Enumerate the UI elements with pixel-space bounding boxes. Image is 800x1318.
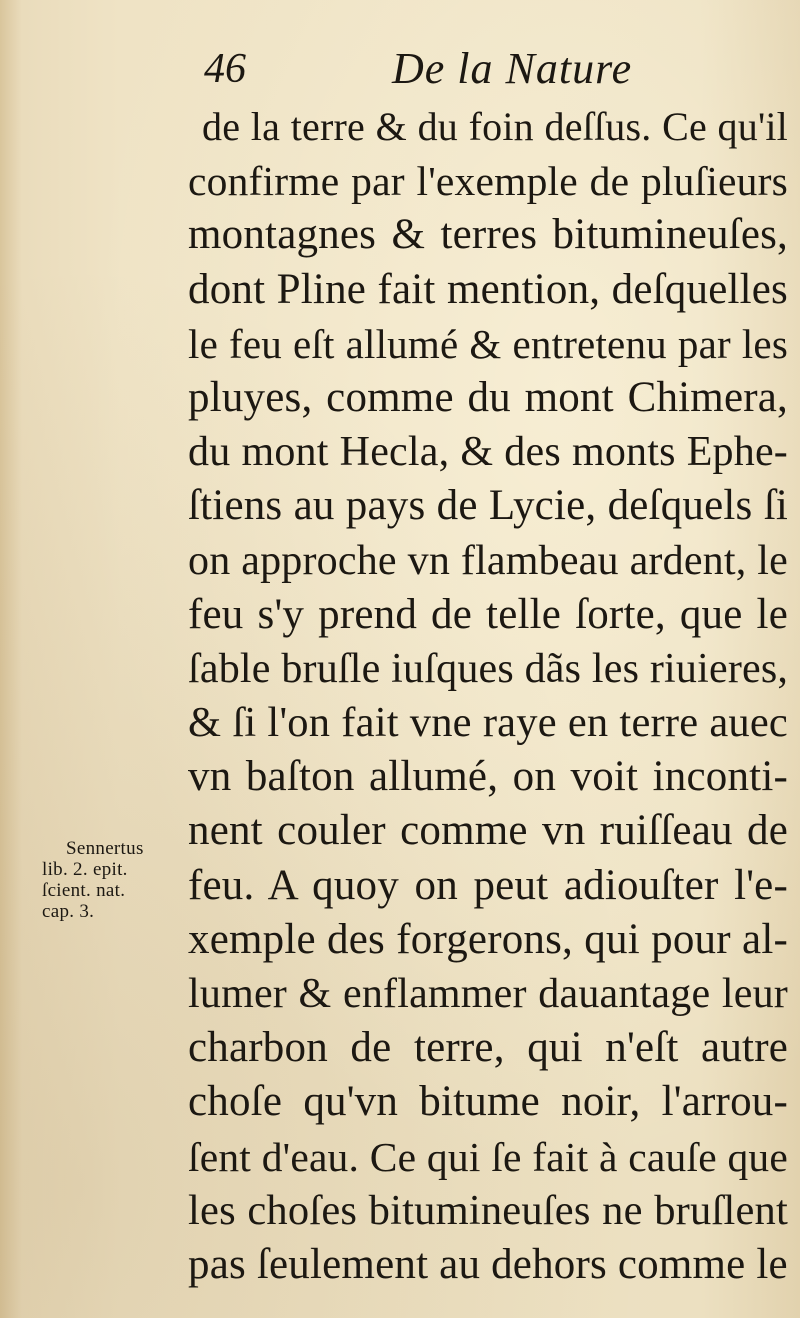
text-line: dont Pline fait mention, deſquelles bbox=[188, 265, 788, 313]
text-line: xemple des forgerons, qui pour al- bbox=[188, 915, 788, 963]
margin-note-line: lib. 2. epit. bbox=[42, 859, 128, 880]
text-line: vn baſton allumé, on voit inconti- bbox=[188, 753, 788, 801]
text-line: choſe qu'vn bitume noir, l'arrou- bbox=[188, 1078, 788, 1126]
text-line: ſtiens au pays de Lycie, deſquels ſi bbox=[188, 482, 788, 530]
text-line: on approche vn flambeau ardent, le bbox=[188, 537, 788, 584]
text-line: feu s'y prend de telle ſorte, que le bbox=[188, 590, 788, 638]
page-number: 46 bbox=[204, 46, 246, 92]
text-line: lumer & enflammer dauantage leur bbox=[188, 971, 788, 1017]
text-line: ſable bruſle iuſques dãs les riuieres, bbox=[188, 645, 789, 692]
text-line: nent couler comme vn ruiſſeau de bbox=[188, 807, 788, 855]
text-line: confirme par l'exemple de pluſieurs bbox=[188, 158, 788, 205]
text-line: du mont Hecla, & des monts Ephe- bbox=[188, 429, 788, 476]
text-line: & ſi l'on fait vne raye en terre auec bbox=[188, 699, 788, 747]
margin-note-line: Sennertus bbox=[66, 838, 144, 859]
text-line: pluyes, comme du mont Chimera, bbox=[188, 373, 788, 421]
running-head bbox=[0, 44, 800, 94]
text-line: charbon de terre, qui n'eſt autre bbox=[188, 1024, 788, 1072]
text-line: feu. A quoy on peut adiouſter l'e- bbox=[188, 861, 788, 909]
running-title: De la Nature bbox=[392, 44, 633, 93]
text-line: montagnes & terres bitumineuſes, bbox=[188, 211, 788, 259]
text-line: de la terre & du foin deſſus. Ce qu'il bbox=[202, 104, 788, 149]
text-line: le feu eſt allumé & entretenu par les bbox=[188, 320, 788, 367]
marginal-citation bbox=[40, 838, 180, 922]
main-text-block bbox=[188, 100, 788, 1292]
text-line: les choſes bitumineuſes ne bruſlent bbox=[188, 1186, 788, 1234]
text-line: pas ſeulement au dehors comme le bbox=[188, 1240, 788, 1288]
margin-note-line: cap. 3. bbox=[42, 901, 95, 922]
text-line: ſent d'eau. Ce qui ſe fait à cauſe que bbox=[188, 1133, 788, 1180]
margin-note-line: ſcient. nat. bbox=[42, 880, 126, 901]
